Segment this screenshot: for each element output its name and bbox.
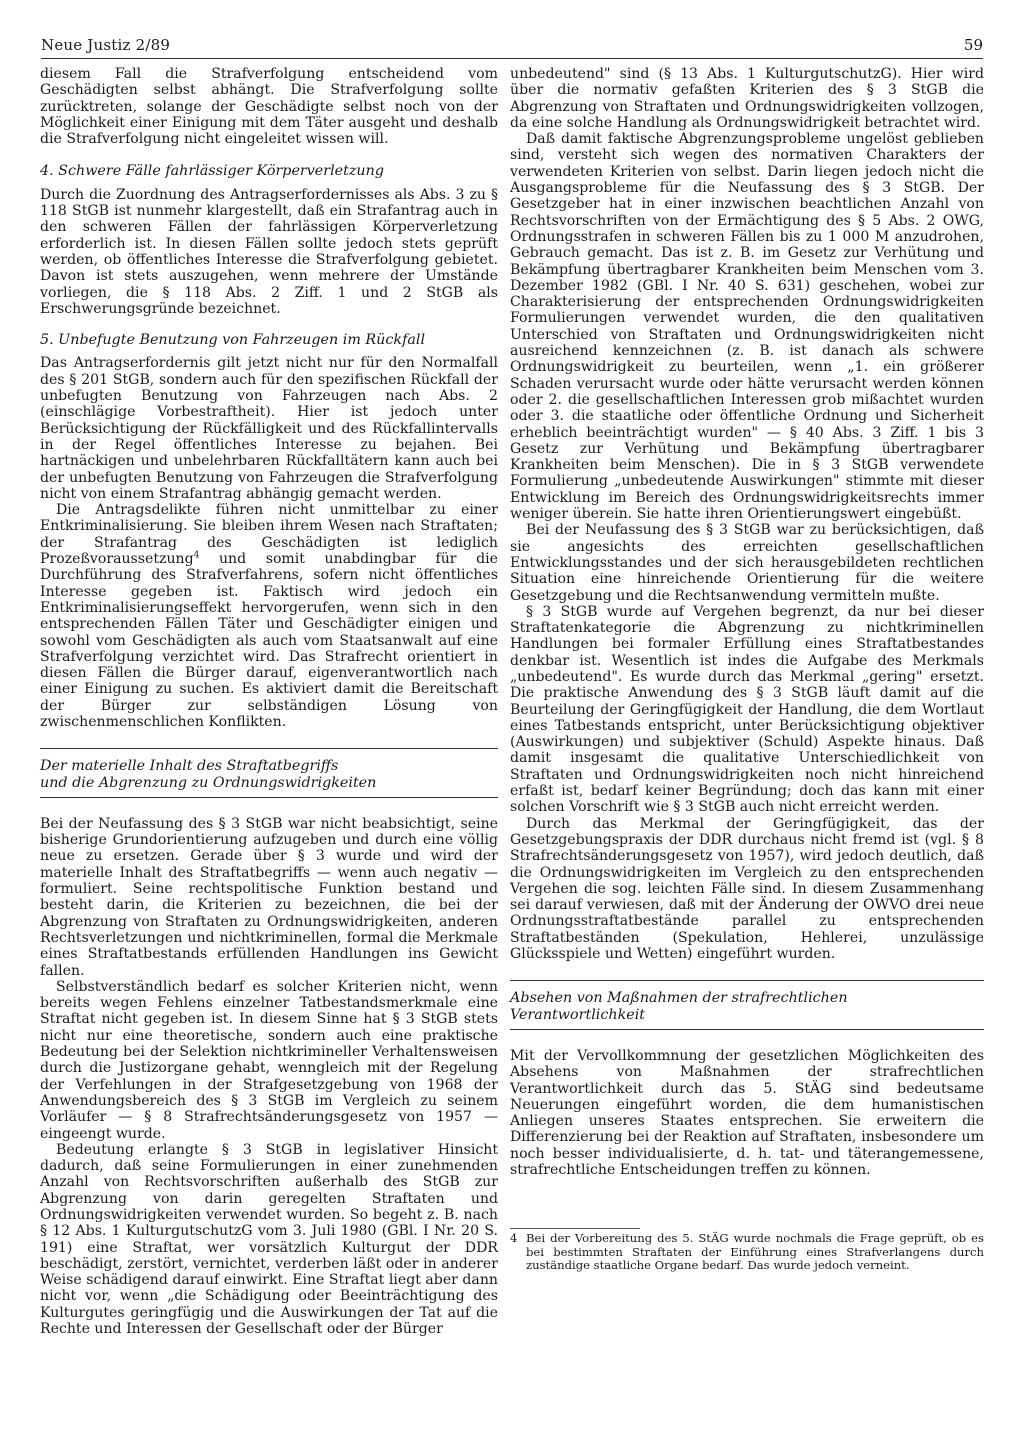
paragraph: Bei der Neufassung des § 3 StGB war zu berücksichtigen, daß sie angesichts des erreichten gesellschaftlichen Entwicklungsstandes und der sich herausgebildeten rechtlichen Situation eine hinreichende Orientierung für die weitere Gesetzgebung und die Rechtsanwendung vermitteln mußte. [510, 522, 984, 604]
paragraph: Bedeutung erlangte § 3 StGB in legislativer Hinsicht dadurch, daß seine Formulierungen in einer zunehmenden Anzahl von Rechtsvorschriften außerhalb des StGB zur Abgrenzung von darin geregelten Straftaten und Ordnungswidrigkeiten verwendet wurden. So begeht z. B. nach § 12 Abs. 1 KulturgutschutzG vom 3. Juli 1980 (GBl. I Nr. 20 S. 191) eine Straftat, wer vorsätzlich Kulturgut der DDR beschädigt, zerstört, vernichtet, verderben läßt oder in anderer Weise schädigend darauf einwirkt. Eine Straftat liegt aber dann nicht vor, wenn „die Schädigung oder Beeinträchtigung des Kulturgutes geringfügig und die Auswirkungen der Tat auf die Rechte und Interessen der Gesellschaft oder der Bürger [40, 1141, 498, 1338]
section-heading-absehen [510, 980, 984, 1030]
journal-issue: Neue Justiz 2/89 [41, 36, 171, 54]
footnote-text: Bei der Vorbereitung des 5. StÄG wurde nochmals die Frage geprüft, ob es bei bestimmten Straftaten der Einführung eines Strafverlangens durch zuständige staatliche Organe bedarf. Das wurde jedoch verneint. [526, 1231, 984, 1273]
footnote-number: 4 [510, 1231, 518, 1246]
section-heading-line: Der materielle Inhalt des Straftatbegriffs [40, 758, 339, 775]
footnote [510, 1232, 984, 1272]
paragraph: Durch das Merkmal der Geringfügigkeit, das der Gesetzgebungspraxis der DDR durchaus nicht fremd ist (vgl. § 8 Strafrechtsänderungsgesetz von 1957), wird jedoch deutlich, daß die Ordnungswidrigkeiten im Vergleich zu den entsprechenden Vergehen die sog. leichten Fälle sind. In diesem Zusammenhang sei darauf verwiesen, daß mit der Änderung der OWVO drei neue Ordnungsstraftatbestände parallel zu entsprechenden Straftatbeständen (Spekulation, Hehlerei, unzulässige Glücksspiele und Wetten) eingeführt wurden. [510, 815, 984, 963]
footnote-reference: 4 [193, 550, 200, 561]
right-column [510, 66, 984, 1273]
section-heading-straftatbegriff [40, 748, 498, 798]
paragraph: Die Antragsdelikte führen nicht unmittelbar zu einer Entkriminalisierung. Sie bleiben ihrem Wesen nach Straftaten; der Strafantrag des Geschädigten ist lediglich Prozeßvoraussetzung$^4$ und somit unabdingbar für die Durchführung des Strafverfahrens, sofern nicht öffentliches Interesse gegeben ist. Faktisch wird jedoch ein Entkriminalisierungseffekt hervorgerufen, wenn sich in den entsprechenden Fällen Täter und Geschädigter einigen und sowohl vom Geschädigten als auch vom Staatsanwalt auf eine Strafverfolgung verzichtet wird. Das Strafrecht orientiert in diesen Fällen die Bürger darauf, eigenverantwortlich nach einer Einigung zu suchen. Es aktiviert damit die Bereitschaft der Bürger zur selbständigen Lösung von zwischenmenschlichen Konflikten. [40, 502, 498, 730]
section-heading-line: Absehen von Maßnahmen der strafrechtlichen [510, 990, 848, 1007]
paragraph: Daß damit faktische Abgrenzungsprobleme ungelöst geblieben sind, versteht sich wegen des normativen Charakters der verwendeten Kriterien von selbst. Darin liegen jedoch nicht die Ausgangsprobleme für die Neufassung des § 3 StGB. Der Gesetzgeber hat in einer inzwischen beachtlichen Anzahl von Rechtsvorschriften von der Ermächtigung des § 5 Abs. 2 OWG, Ordnungsstrafen in schweren Fällen bis zu 1 000 M anzudrohen, Gebrauch gemacht. Das ist z. B. im Gesetz zur Verhütung und Bekämpfung übertragbarer Krankheiten beim Menschen vom 3. Dezember 1982 (GBl. I Nr. 40 S. 631) geschehen, wobei zur Charakterisierung der entsprechenden Ordnungswidrigkeiten Formulierungen verwendet wurden, die den qualitativen Unterschied von Straftaten und Ordnungswidrigkeiten nicht ausreichend kennzeichnen (z. B. ist danach als schwere Ordnungswidrigkeit zu beurteilen, wenn „1. ein größerer Schaden verursacht wurde oder hätte verursacht werden können oder 2. die gesellschaftlichen Interessen grob mißachtet wurden oder 3. die staatliche oder öffentliche Ordnung und Sicherheit erheblich beeinträchtigt wurden" — § 40 Abs. 3 Ziff. 1 bis 3 Gesetz zur Verhütung und Bekämpfung übertragbarer Krankheiten beim Menschen). Die in § 3 StGB verwendete Formulierung „unbedeutende Auswirkungen" stimmte mit dieser Entwicklung im Bereich des Ordnungswidrigkeitsrechts immer weniger überein. Sie hatte ihren Orientierungswert eingebüßt. [510, 131, 984, 523]
paragraph: Durch die Zuordnung des Antragserfordernisses als Abs. 3 zu § 118 StGB ist nunmehr klargestellt, daß ein Strafantrag auch in den schweren Fällen der fahrlässigen Körperverletzung erforderlich ist. In diesen Fällen sollte jedoch stets geprüft werden, ob öffentliches Interesse die Strafverfolgung gebietet. Davon ist stets auszugehen, wenn mehrere der Umstände vorliegen, die § 118 Abs. 2 Ziff. 1 und 2 StGB als Erschwerungsgründe bezeichnet. [40, 186, 498, 317]
paragraph: Mit der Vervollkommnung der gesetzlichen Möglichkeiten des Absehens von Maßnahmen der strafrechtlichen Verantwortlichkeit durch das 5. StÄG sind bedeutsame Neuerungen eingeführt worden, die dem humanistischen Anliegen unseres Staates entsprechen. Sie erweitern die Differenzierung bei der Reaktion auf Straftaten, insbesondere um noch besser individualisierte, d. h. tat- und täterangemessene, strafrechtliche Entscheidungen treffen zu können. [510, 1047, 984, 1178]
paragraph: § 3 StGB wurde auf Vergehen begrenzt, da nur bei dieser Straftatenkategorie die Abgrenzung zu nichtkriminellen Handlungen bei formaler Erfüllung eines Straftatbestandes denkbar ist. Wesentlich ist indes die Aufgabe des Merkmals „unbedeutend". Es wurde durch das Merkmal „gering" ersetzt. Die praktische Anwendung des § 3 StGB läuft damit auf die Beurteilung der Geringfügigkeit der Handlung, die dem Wortlaut eines Tatbestands entspricht, unter Berücksichtigung objektiver (Auswirkungen) und subjektiver (Schuld) Aspekte hinaus. Daß damit insgesamt die qualitative Unterschiedlichkeit von Straftaten und Ordnungswidrigkeiten noch nicht hinreichend erfaßt ist, bedarf keiner Begründung; doch das kann mit einer solchen Vorschrift wie § 3 StGB auch nicht erreicht werden. [510, 603, 984, 816]
paragraph: unbedeutend" sind (§ 13 Abs. 1 KulturgutschutzG). Hier wird über die normativ gefaßten Kriterien des § 3 StGB die Abgrenzung von Straftaten und Ordnungswidrigkeiten vollzogen, da eine solche Handlung als Ordnungswidrigkeit betrachtet wird. [510, 66, 984, 131]
section-heading-line: Verantwortlichkeit [510, 1007, 646, 1024]
subsection-heading-5: 5. Unbefugte Benutzung von Fahrzeugen im Rückfall [40, 332, 426, 349]
footnote-separator [510, 1228, 640, 1229]
paragraph: Bei der Neufassung des § 3 StGB war nicht beabsichtigt, seine bisherige Grundorientierung aufzugeben und durch eine völlig neue zu ersetzen. Gerade über § 3 wurde und wird der materielle Inhalt des Straftatbegriffs — wenn auch negativ — formuliert. Seine rechtspolitische Funktion bestand und besteht darin, die Kriterien zu bezeichnen, die bei der Abgrenzung von Straftaten zu Ordnungswidrigkeiten, anderen Rechtsverletzungen und nichtkriminellen, formal die Merkmale eines Straftatbestands erfüllenden Handlungen ins Gewicht fallen. [40, 815, 498, 979]
paragraph: Das Antragserfordernis gilt jetzt nicht nur für den Normalfall des § 201 StGB, sondern auch für den spezifischen Rückfall der unbefugten Benutzung von Fahrzeugen nach Abs. 2 (einschlägige Vorbestraftheit). Hier ist jedoch unter Berücksichtigung der Rückfälligkeit und des Rückfallintervalls in der Regel öffentliches Interesse zu bejahen. Bei hartnäckigen und unbelehrbaren Rückfalltätern kann auch bei der unbefugten Benutzung von Fahrzeugen die Strafverfolgung nicht von einem Strafantrag abhängig gemacht werden. [40, 355, 498, 502]
subsection-heading-4: 4. Schwere Fälle fahrlässiger Körperverletzung [40, 163, 384, 180]
section-heading-line: und die Abgrenzung zu Ordnungswidrigkeiten [40, 775, 377, 792]
paragraph: diesem Fall die Strafverfolgung entscheidend vom Geschädigten selbst abhängt. Die Strafverfolgung sollte zurücktreten, solange der Geschädigte selbst noch von der Möglichkeit einer Einigung mit dem Täter ausgeht und deshalb die Strafverfolgung nicht eingeleitet wissen will. [40, 66, 498, 148]
page-number: 59 [963, 36, 983, 54]
left-column [40, 66, 498, 1337]
running-header [41, 36, 983, 59]
paragraph: Selbstverständlich bedarf es solcher Kriterien nicht, wenn bereits wegen Fehlens einzelner Tatbestandsmerkmale eine Straftat nicht gegeben ist. In diesem Sinne hat § 3 StGB stets nicht nur eine theoretische, sondern auch eine praktische Bedeutung bei der Selektion nichtkrimineller Verhaltensweisen durch die Justizorgane gehabt, wenngleich mit der Regelung der Verfehlungen in der Strafgesetzgebung von 1968 der Anwendungsbereich des § 3 StGB im Vergleich zu seinem Vorläufer — § 8 Strafrechtsänderungsgesetz von 1957 — eingeengt wurde. [40, 978, 498, 1142]
